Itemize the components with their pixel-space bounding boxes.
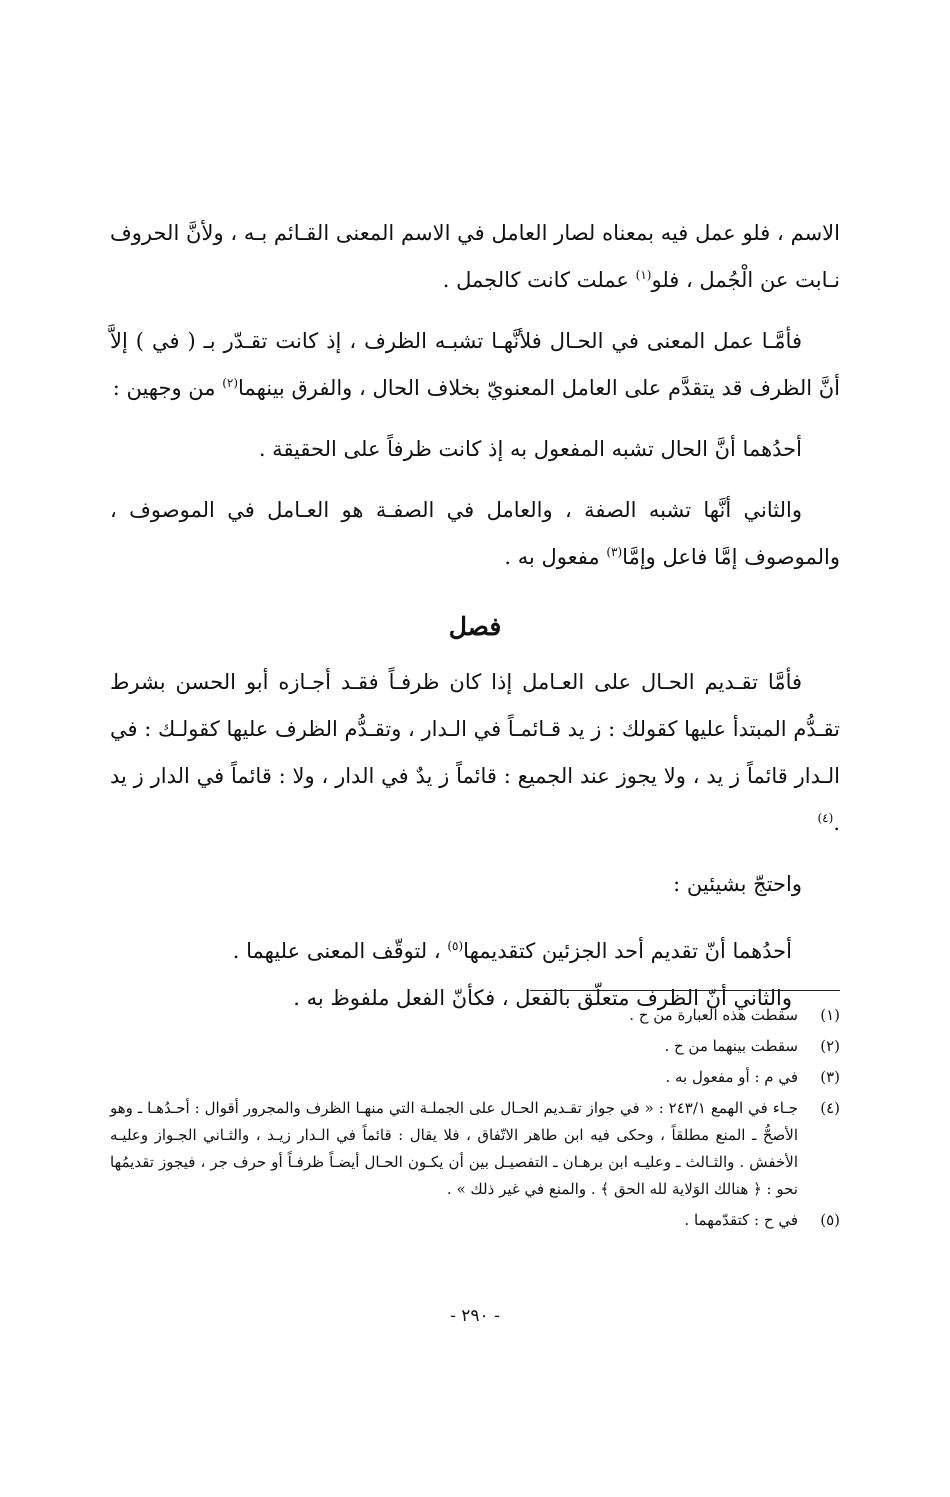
footnote-ref: (٤) [817,811,834,825]
paragraph-text: مفعول به . [504,545,607,569]
footnote-text: جـاء في الهمع ٢٤٣/١ : « في جواز تقـديم الحـال على الجملـة التي منهـا الظرف والمجرور أقوال : أحـدُهـا ـ وهو الأصحُّ ـ المنع مطلقاً ، وحكى فيه ابن طاهر الاتّفاق ، فلا يقال : قائماً في الـدار زيـد ، والثـاني الجـواز وعليـه الأخفش . والثـالث ـ وعليـه ابن برهـان ـ التفصيـل بين أن يكـون الحـال أيضـاً ظرفـاً أو حرف جر ، فيجوز تقديمُها نحو : ﴿ هنالك الوَلاية لله الحق ﴾ . والمنع في غير ذلك » . [110,1099,798,1198]
paragraph [110,318,840,412]
paragraph [110,210,840,304]
footnote-number: (٥) [820,1211,840,1229]
paragraph-text: فأمَّا تقـديم الحـال على العـامل إذا كان ظرفـاً فقـد أجـازه أبو الحسن بشرط تقـدُّم المبتدأ عليها كقولك : ز يد قـائمـاً في الـدار ، وتقـدُّم الظرف عليها كقولـك : في الـدار قائماً ز يد ، ولا يجوز عند الجميع : قائماً ز يدٌ في الدار ، ولا : قائماً في الدار ز يد . [110,670,840,835]
indented-line [110,928,840,975]
footnote [110,1095,840,1203]
footnote-number: (٣) [820,1068,840,1086]
paragraph-text: أحدُهما أنَّ الحال تشبه المفعول به إذ كانت ظرفاً على الحقيقة . [258,437,802,461]
footnote [110,1207,840,1234]
paragraph-text: ، لتوقّف المعنى عليهما . [232,939,448,963]
paragraph [110,659,840,847]
footnote-ref: (٣) [606,545,623,559]
footnote-ref: (٥) [447,939,464,953]
paragraph-text: عملت كانت كالجمل . [442,268,636,292]
footnote-number: (١) [820,1006,840,1024]
paragraph [110,426,840,473]
page-number: - ٢٩٠ - [450,1306,500,1326]
footnote-text: في م : أو مفعول به . [665,1068,798,1086]
paragraph-text: واحتجّ بشيئين : [673,872,802,896]
footnotes [110,1002,840,1238]
footnote-divider [530,990,840,991]
paragraph-text: الاسم ، فلو عمل فيه بمعناه لصار العامل في الاسم المعنى القـائم بـه ، ولأنَّ الحروف نـابت عن الْجُمل ، فلو [110,221,840,292]
paragraph-text: والثاني أنّ الظرف متعلّق بالفعل ، فكأنّ الفعل ملفوظ به . [293,986,792,1010]
main-text [110,210,840,1022]
paragraph-text: أحدُهما أنّ تقديم أحد الجزئين كتقديمها [463,939,792,963]
paragraph [110,861,840,908]
paragraph-text: فأمَّـا عمل المعنى في الحـال فلأنَّهـا تشبـه الظرف ، إذ كانت تقـدّر بـ ( في ) إلاَّ أنَّ الظرف قد يتقدَّم على العامل المعنويّ بخلاف الحال ، والفرق بينهما [110,329,840,400]
footnote [110,1002,840,1029]
footnote-ref: (٢) [222,376,239,390]
footnote [110,1033,840,1060]
paragraph-text: من وجهين : [112,376,223,400]
footnote-text: سقطت بينهما من ح . [664,1037,798,1055]
footnote [110,1064,840,1091]
footnote-text: سقطت هذه العبارة من ح . [629,1006,798,1024]
footnote-text: في ح : كتقدّمهما . [684,1211,798,1229]
footnote-number: (٢) [820,1037,840,1055]
paragraph-text: والثاني أنَّها تشبه الصفة ، والعامل في الصفـة هو العـامل في الموصوف ، والموصوف إمَّا فاعل وإمَّا [110,498,840,569]
paragraph [110,487,840,581]
footnote-number: (٤) [820,1099,840,1117]
section-heading: فصل [448,612,502,641]
footnote-ref: (١) [635,268,652,282]
